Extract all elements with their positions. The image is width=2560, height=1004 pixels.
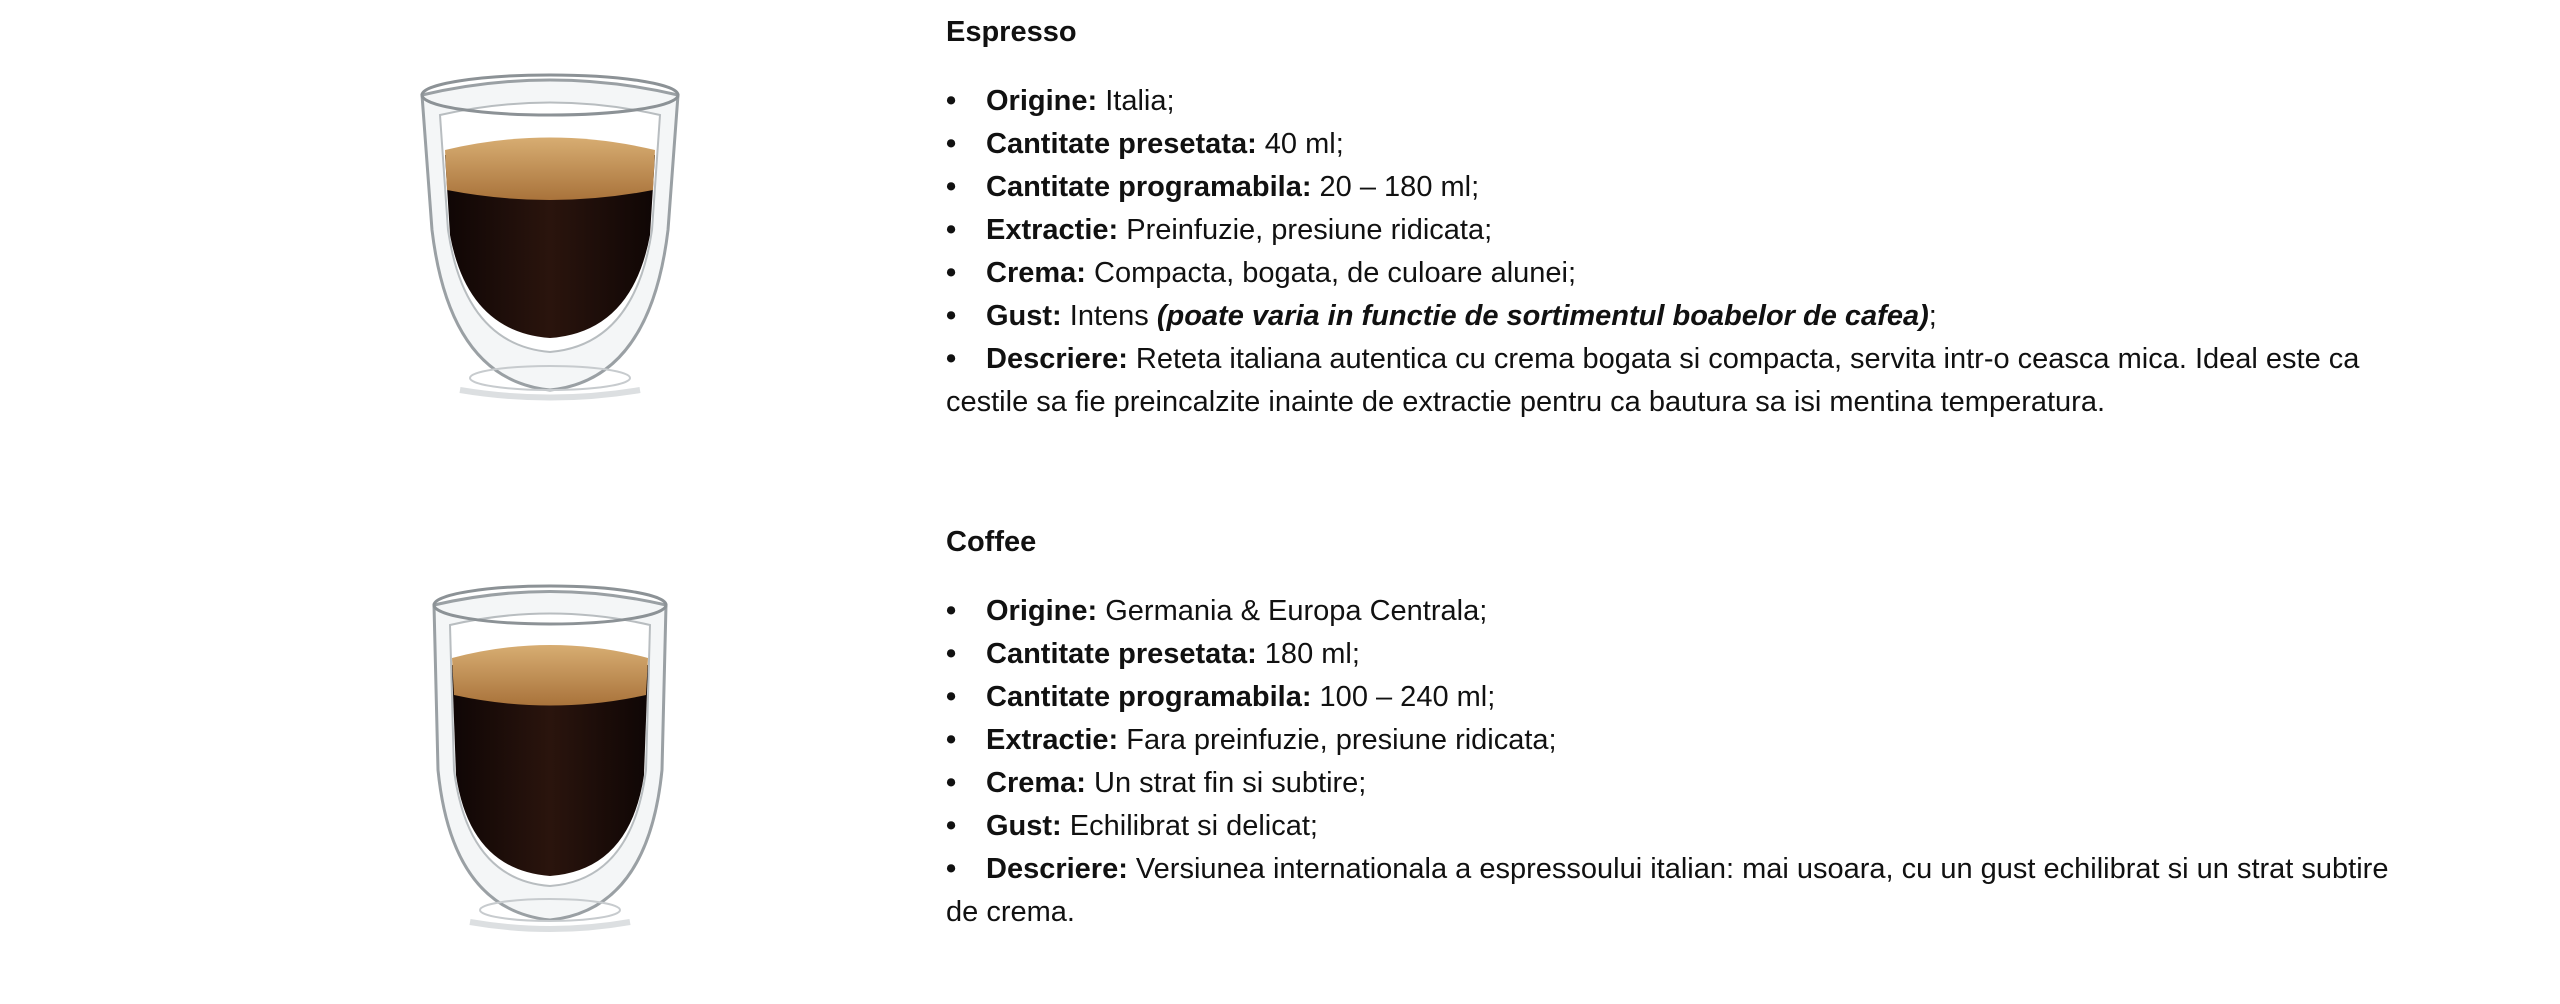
list-item: • Crema: Compacta, bogata, de culoare alunei; — [946, 257, 1577, 289]
properties-list — [946, 80, 2396, 424]
list-item: • Extractie: Fara preinfuzie, presiune ridicata; — [946, 724, 1557, 756]
product-title: Espresso — [946, 16, 1077, 48]
product-section-espresso — [0, 0, 2560, 500]
list-item: • Cantitate programabila: 20 – 180 ml; — [946, 171, 1480, 203]
product-section-coffee — [0, 510, 2560, 1004]
list-item: • Crema: Un strat fin si subtire; — [946, 767, 1367, 799]
coffee-cup-image — [400, 570, 700, 950]
list-item: • Cantitate presetata: 40 ml; — [946, 128, 1344, 160]
list-item: • Origine: Germania & Europa Centrala; — [946, 595, 1488, 627]
list-item-descriere: • Descriere: Versiunea internationala a espressoului italian: mai usoara, cu un gust echilibrat si un strat subtire de crema. — [946, 853, 2389, 928]
espresso-cup-icon — [400, 60, 700, 420]
list-item: • Cantitate presetata: 180 ml; — [946, 638, 1360, 670]
list-item: • Origine: Italia; — [946, 85, 1175, 117]
espresso-cup-image — [400, 60, 700, 420]
properties-list — [946, 590, 2396, 934]
coffee-details — [946, 510, 2396, 934]
product-title: Coffee — [946, 526, 1037, 558]
list-item-gust: • Gust: Intens (poate varia in functie de sortimentul boabelor de cafea); — [946, 300, 1937, 332]
espresso-details — [946, 0, 2396, 424]
list-item: • Gust: Echilibrat si delicat; — [946, 810, 1318, 842]
coffee-cup-icon — [400, 570, 700, 950]
list-item: • Cantitate programabila: 100 – 240 ml; — [946, 681, 1496, 713]
list-item-descriere: • Descriere: Reteta italiana autentica cu crema bogata si compacta, servita intr-o ceasca mica. Ideal este ca cestile sa fie preincalzite inainte de extractie pentru ca bautura sa isi mentina temperatura. — [946, 343, 2360, 418]
list-item: • Extractie: Preinfuzie, presiune ridicata; — [946, 214, 1493, 246]
